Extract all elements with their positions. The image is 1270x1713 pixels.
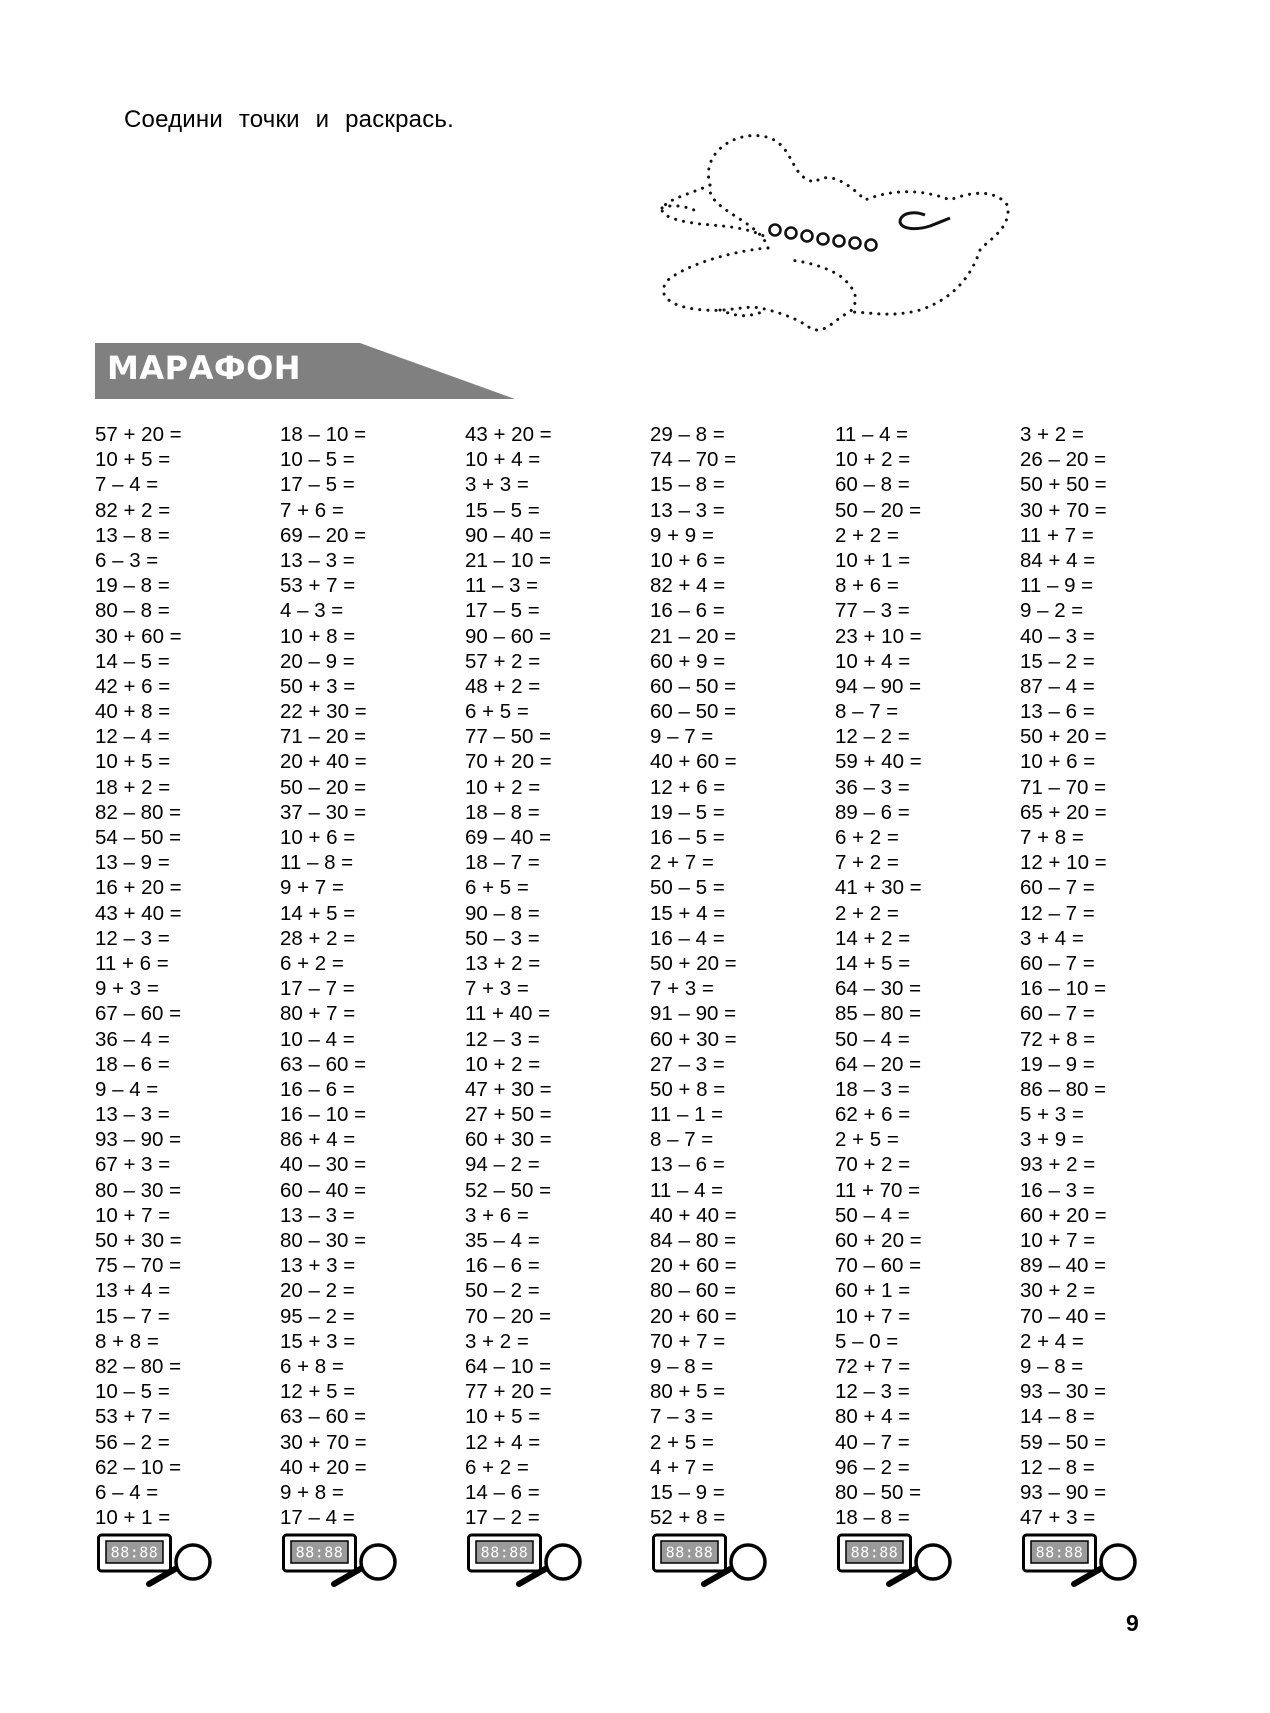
exercise-item: 64 – 10 =	[465, 1354, 552, 1378]
exercise-item: 3 + 4 =	[1020, 926, 1084, 950]
exercise-item: 65 + 20 =	[1020, 800, 1107, 824]
exercise-item: 50 + 8 =	[650, 1077, 726, 1101]
exercise-column	[465, 422, 635, 1530]
exercise-item: 12 – 3 =	[835, 1380, 910, 1404]
exercise-item: 69 – 40 =	[465, 826, 552, 849]
exercise-item: 9 – 8 =	[650, 1354, 714, 1378]
exercise-item: 90 – 8 =	[465, 901, 540, 925]
exercise-item: 30 + 70 =	[1020, 498, 1107, 522]
exercise-item: 16 – 5 =	[650, 826, 725, 849]
exercise-item: 11 – 4 =	[835, 423, 909, 446]
exercise-item: 2 + 5 =	[650, 1430, 714, 1454]
exercise-item: 43 + 20 =	[465, 423, 552, 446]
exercise-item: 13 – 6 =	[650, 1153, 725, 1177]
exercise-item: 6 + 5 =	[465, 876, 529, 900]
stopwatch-display-icon	[99, 1535, 171, 1571]
exercise-item: 43 + 40 =	[95, 901, 182, 925]
exercise-item: 17 – 4 =	[280, 1506, 355, 1530]
exercise-item: 9 – 7 =	[650, 725, 714, 749]
exercise-item: 14 – 8 =	[1020, 1405, 1095, 1429]
exercise-item: 59 + 40 =	[835, 750, 922, 774]
exercise-item: 9 + 9 =	[650, 523, 714, 547]
exercise-item: 91 – 90 =	[650, 1002, 737, 1026]
stopwatch-display-icon	[1024, 1535, 1096, 1571]
exercise-item: 47 + 30 =	[465, 1077, 552, 1101]
exercise-item: 13 – 9 =	[95, 851, 170, 875]
exercise-item: 10 + 5 =	[95, 448, 171, 472]
exercise-item: 18 – 8 =	[835, 1506, 910, 1530]
exercise-item: 6 – 3 =	[95, 548, 159, 572]
exercise-item: 10 + 2 =	[465, 1052, 541, 1076]
exercise-item: 6 + 2 =	[835, 826, 899, 849]
exercise-item: 17 – 5 =	[280, 473, 355, 497]
exercise-item: 7 + 2 =	[835, 851, 899, 875]
exercise-item: 6 + 8 =	[280, 1354, 344, 1378]
exercise-item: 13 – 3 =	[650, 498, 725, 522]
exercise-item: 96 – 2 =	[835, 1455, 910, 1479]
exercise-item: 30 + 2 =	[1020, 1279, 1096, 1303]
exercise-item: 6 – 4 =	[95, 1480, 159, 1504]
exercise-item: 50 – 3 =	[465, 926, 540, 950]
exercise-item: 75 – 70 =	[95, 1254, 182, 1278]
exercise-item: 86 + 4 =	[280, 1128, 356, 1152]
exercise-item: 52 – 50 =	[465, 1178, 552, 1202]
exercise-item: 82 + 2 =	[95, 498, 171, 522]
exercise-item: 13 – 8 =	[95, 523, 170, 547]
exercise-item: 20 – 2 =	[280, 1279, 355, 1303]
exercise-item: 93 – 90 =	[1020, 1480, 1107, 1504]
exercise-item: 60 + 20 =	[1020, 1203, 1107, 1227]
exercise-item: 11 – 3 =	[465, 574, 539, 598]
exercise-item: 3 + 6 =	[465, 1203, 529, 1227]
exercise-item: 89 – 6 =	[835, 800, 910, 824]
exercise-item: 9 + 7 =	[280, 876, 344, 900]
exercise-item: 80 + 4 =	[835, 1405, 911, 1429]
exercise-item: 27 – 3 =	[650, 1052, 725, 1076]
exercise-item: 12 – 8 =	[1020, 1455, 1095, 1479]
exercise-item: 42 + 6 =	[95, 674, 171, 698]
exercise-item: 40 + 8 =	[95, 700, 171, 724]
exercise-item: 10 + 1 =	[835, 548, 911, 572]
exercise-item: 16 – 3 =	[1020, 1178, 1095, 1202]
exercise-item: 59 – 50 =	[1020, 1430, 1107, 1454]
exercise-item: 80 – 50 =	[835, 1480, 922, 1504]
exercise-item: 41 + 30 =	[835, 876, 922, 900]
exercise-item: 40 – 7 =	[835, 1430, 910, 1454]
exercise-item: 40 + 40 =	[650, 1203, 737, 1227]
exercise-item: 15 – 9 =	[650, 1480, 725, 1504]
exercise-item: 10 – 5 =	[280, 448, 355, 472]
exercise-item: 57 + 20 =	[95, 423, 182, 446]
exercise-item: 53 + 7 =	[280, 574, 356, 598]
exercise-item: 90 – 40 =	[465, 523, 552, 547]
exercise-item: 13 – 3 =	[280, 1203, 355, 1227]
exercise-item: 14 – 5 =	[95, 649, 170, 673]
exercise-item: 40 + 20 =	[280, 1455, 367, 1479]
exercise-item: 7 – 4 =	[95, 473, 159, 497]
exercise-item: 11 – 1 =	[650, 1103, 724, 1127]
exercise-item: 90 – 60 =	[465, 624, 552, 648]
exercise-item: 14 + 5 =	[835, 951, 911, 975]
exercise-item: 69 – 20 =	[280, 523, 367, 547]
exercise-item: 17 – 7 =	[280, 977, 355, 1001]
exercise-item: 54 – 50 =	[95, 826, 182, 849]
exercise-item: 7 + 8 =	[1020, 826, 1084, 849]
exercise-item: 64 – 30 =	[835, 977, 922, 1001]
exercise-item: 22 + 30 =	[280, 700, 367, 724]
exercise-item: 11 + 6 =	[95, 951, 169, 975]
exercise-item: 20 + 60 =	[650, 1304, 737, 1328]
exercise-item: 15 – 8 =	[650, 473, 725, 497]
exercise-item: 86 – 80 =	[1020, 1077, 1107, 1101]
exercise-item: 95 – 2 =	[280, 1304, 355, 1328]
exercise-item: 10 – 5 =	[95, 1380, 170, 1404]
column-tools	[837, 1532, 957, 1590]
exercise-item: 11 + 40 =	[465, 1002, 551, 1026]
exercise-item: 40 – 3 =	[1020, 624, 1095, 648]
exercise-item: 36 – 4 =	[95, 1027, 170, 1051]
exercise-item: 10 + 6 =	[280, 826, 356, 849]
exercise-item: 12 + 5 =	[280, 1380, 356, 1404]
exercise-item: 13 – 3 =	[95, 1103, 170, 1127]
exercise-item: 50 – 5 =	[650, 876, 725, 900]
exercise-item: 14 + 2 =	[835, 926, 911, 950]
exercise-item: 3 + 3 =	[465, 473, 529, 497]
exercise-item: 10 + 7 =	[1020, 1229, 1096, 1252]
exercise-item: 19 – 5 =	[650, 800, 725, 824]
exercise-item: 13 + 4 =	[95, 1279, 171, 1303]
exercise-item: 29 – 8 =	[650, 423, 725, 446]
exercise-item: 72 + 8 =	[1020, 1027, 1096, 1051]
exercise-item: 11 – 8 =	[280, 851, 354, 875]
exercise-item: 47 + 3 =	[1020, 1506, 1096, 1530]
exercise-column	[1020, 422, 1190, 1530]
exercise-item: 5 – 0 =	[835, 1329, 899, 1353]
exercise-item: 63 – 60 =	[280, 1405, 367, 1429]
exercise-item: 80 – 30 =	[95, 1178, 182, 1202]
svg-text:88:88: 88:88	[110, 1543, 159, 1562]
exercise-item: 89 – 40 =	[1020, 1254, 1107, 1278]
exercise-column	[650, 422, 820, 1530]
exercise-item: 93 + 2 =	[1020, 1153, 1096, 1177]
exercise-item: 50 + 20 =	[650, 951, 737, 975]
exercise-item: 9 – 4 =	[95, 1077, 159, 1101]
exercise-item: 85 – 80 =	[835, 1002, 922, 1026]
exercise-item: 60 – 7 =	[1020, 1002, 1095, 1026]
exercise-item: 11 – 4 =	[650, 1178, 724, 1202]
exercise-item: 11 + 7 =	[1020, 523, 1094, 547]
exercise-item: 10 + 4 =	[835, 649, 911, 673]
exercise-item: 28 + 2 =	[280, 926, 356, 950]
exercise-item: 10 + 4 =	[465, 448, 541, 472]
exercise-item: 18 – 3 =	[835, 1077, 910, 1101]
exercise-item: 74 – 70 =	[650, 448, 737, 472]
exercise-item: 82 – 80 =	[95, 800, 182, 824]
exercise-item: 18 – 7 =	[465, 851, 540, 875]
exercise-item: 84 + 4 =	[1020, 548, 1096, 572]
stopwatch-display-icon	[839, 1535, 911, 1571]
svg-text:88:88: 88:88	[850, 1543, 899, 1562]
exercise-item: 53 + 7 =	[95, 1405, 171, 1429]
exercise-item: 64 – 20 =	[835, 1052, 922, 1076]
exercise-item: 50 + 3 =	[280, 674, 356, 698]
exercise-item: 16 – 4 =	[650, 926, 725, 950]
exercise-item: 80 – 60 =	[650, 1279, 737, 1303]
exercise-item: 60 – 7 =	[1020, 876, 1095, 900]
exercise-item: 7 – 3 =	[650, 1405, 714, 1429]
exercise-item: 67 + 3 =	[95, 1153, 171, 1177]
exercise-item: 10 – 4 =	[280, 1027, 355, 1051]
exercise-item: 60 – 50 =	[650, 700, 737, 724]
exercise-item: 10 + 7 =	[835, 1304, 911, 1328]
exercise-item: 16 – 6 =	[280, 1077, 355, 1101]
exercise-item: 5 + 3 =	[1020, 1103, 1084, 1127]
column-tools	[652, 1532, 772, 1590]
exercise-item: 50 + 50 =	[1020, 473, 1107, 497]
exercise-item: 8 + 6 =	[835, 574, 899, 598]
svg-text:88:88: 88:88	[1035, 1543, 1084, 1562]
exercise-item: 4 – 3 =	[280, 599, 344, 623]
dot-to-dot-airplane-icon	[650, 130, 1020, 370]
svg-text:88:88: 88:88	[480, 1543, 529, 1562]
exercise-item: 12 + 4 =	[465, 1430, 541, 1454]
exercise-item: 2 + 2 =	[835, 523, 899, 547]
exercise-item: 2 + 4 =	[1020, 1329, 1084, 1353]
exercise-item: 27 + 50 =	[465, 1103, 552, 1127]
exercise-item: 7 + 3 =	[465, 977, 529, 1001]
exercise-item: 77 – 50 =	[465, 725, 552, 749]
exercise-item: 71 – 20 =	[280, 725, 367, 749]
exercise-item: 11 – 9 =	[1020, 574, 1094, 598]
exercise-item: 50 – 20 =	[835, 498, 922, 522]
exercise-item: 10 + 2 =	[465, 775, 541, 799]
exercise-item: 9 – 2 =	[1020, 599, 1084, 623]
exercise-item: 50 + 30 =	[95, 1229, 182, 1252]
exercise-item: 9 – 8 =	[1020, 1354, 1084, 1378]
exercise-item: 16 + 20 =	[95, 876, 182, 900]
exercise-item: 18 – 10 =	[280, 423, 367, 446]
exercise-item: 7 + 3 =	[650, 977, 714, 1001]
column-tools	[97, 1532, 217, 1590]
exercise-item: 80 – 30 =	[280, 1229, 367, 1252]
exercise-item: 2 + 5 =	[835, 1128, 899, 1152]
exercise-item: 3 + 2 =	[465, 1329, 529, 1353]
exercise-item: 82 – 80 =	[95, 1354, 182, 1378]
svg-text:88:88: 88:88	[665, 1543, 714, 1562]
exercise-item: 17 – 2 =	[465, 1506, 540, 1530]
exercise-item: 35 – 4 =	[465, 1229, 540, 1252]
exercise-item: 70 – 20 =	[465, 1304, 552, 1328]
exercise-item: 15 – 5 =	[465, 498, 540, 522]
exercise-item: 23 + 10 =	[835, 624, 922, 648]
instruction-text: Соедини точки и раскрась.	[124, 106, 454, 133]
exercise-item: 40 + 60 =	[650, 750, 737, 774]
exercise-item: 70 – 40 =	[1020, 1304, 1107, 1328]
exercise-item: 94 – 2 =	[465, 1153, 540, 1177]
exercise-item: 52 + 8 =	[650, 1506, 726, 1530]
exercise-item: 13 + 2 =	[465, 951, 541, 975]
exercise-item: 63 – 60 =	[280, 1052, 367, 1076]
exercise-item: 12 – 2 =	[835, 725, 910, 749]
exercise-item: 84 – 80 =	[650, 1229, 737, 1252]
exercise-item: 18 + 2 =	[95, 775, 171, 799]
section-title: МАРАФОН	[107, 349, 302, 387]
exercise-item: 82 + 4 =	[650, 574, 726, 598]
exercise-item: 10 + 6 =	[650, 548, 726, 572]
exercise-item: 3 + 2 =	[1020, 423, 1084, 446]
exercise-item: 15 + 3 =	[280, 1329, 356, 1353]
exercise-column	[280, 422, 450, 1530]
column-tools	[282, 1532, 402, 1590]
exercise-item: 16 – 6 =	[650, 599, 725, 623]
exercise-item: 77 – 3 =	[835, 599, 910, 623]
exercise-item: 70 + 2 =	[835, 1153, 911, 1177]
exercise-item: 50 – 2 =	[465, 1279, 540, 1303]
exercise-column	[95, 422, 265, 1530]
exercise-item: 10 + 6 =	[1020, 750, 1096, 774]
exercise-item: 6 + 2 =	[465, 1455, 529, 1479]
exercise-item: 14 – 6 =	[465, 1480, 540, 1504]
exercise-item: 60 + 9 =	[650, 649, 726, 673]
exercise-item: 7 + 6 =	[280, 498, 344, 522]
exercise-item: 36 – 3 =	[835, 775, 910, 799]
exercise-item: 15 – 2 =	[1020, 649, 1095, 673]
exercise-item: 70 + 7 =	[650, 1329, 726, 1353]
exercise-item: 16 – 10 =	[1020, 977, 1107, 1001]
exercise-item: 12 – 3 =	[95, 926, 170, 950]
exercise-item: 9 + 3 =	[95, 977, 159, 1001]
exercise-item: 93 – 90 =	[95, 1128, 182, 1152]
exercise-item: 10 + 5 =	[95, 750, 171, 774]
exercise-item: 10 + 7 =	[95, 1203, 171, 1227]
exercise-item: 37 – 30 =	[280, 800, 367, 824]
exercise-item: 62 + 6 =	[835, 1103, 911, 1127]
exercise-item: 10 + 2 =	[835, 448, 911, 472]
exercise-item: 20 – 9 =	[280, 649, 355, 673]
exercise-column	[835, 422, 1005, 1530]
exercise-item: 2 + 7 =	[650, 851, 714, 875]
exercise-item: 10 + 5 =	[465, 1405, 541, 1429]
exercise-item: 6 + 5 =	[465, 700, 529, 724]
exercise-item: 13 – 6 =	[1020, 700, 1095, 724]
exercise-item: 60 + 20 =	[835, 1229, 922, 1252]
exercise-item: 62 – 10 =	[95, 1455, 182, 1479]
exercise-item: 15 + 4 =	[650, 901, 726, 925]
exercise-item: 50 – 20 =	[280, 775, 367, 799]
exercise-item: 93 – 30 =	[1020, 1380, 1107, 1404]
exercise-item: 19 – 9 =	[1020, 1052, 1095, 1076]
exercise-item: 80 + 7 =	[280, 1002, 356, 1026]
exercise-item: 18 – 8 =	[465, 800, 540, 824]
exercise-item: 14 + 5 =	[280, 901, 356, 925]
exercise-item: 21 – 20 =	[650, 624, 737, 648]
exercise-item: 60 + 1 =	[835, 1279, 911, 1303]
exercise-item: 20 + 40 =	[280, 750, 367, 774]
exercise-item: 57 + 2 =	[465, 649, 541, 673]
exercise-item: 70 + 20 =	[465, 750, 552, 774]
exercise-item: 8 – 7 =	[650, 1128, 714, 1152]
exercise-item: 40 – 30 =	[280, 1153, 367, 1177]
exercise-item: 60 – 50 =	[650, 674, 737, 698]
exercise-item: 15 – 7 =	[95, 1304, 170, 1328]
exercise-item: 72 + 7 =	[835, 1354, 911, 1378]
exercise-item: 6 + 2 =	[280, 951, 344, 975]
exercise-item: 8 + 8 =	[95, 1329, 159, 1353]
exercise-item: 50 – 4 =	[835, 1027, 910, 1051]
exercise-item: 30 + 70 =	[280, 1430, 367, 1454]
exercise-item: 12 – 7 =	[1020, 901, 1095, 925]
exercise-item: 70 – 60 =	[835, 1254, 922, 1278]
exercise-item: 19 – 8 =	[95, 574, 170, 598]
exercise-item: 12 + 10 =	[1020, 851, 1107, 875]
exercise-item: 21 – 10 =	[465, 548, 552, 572]
exercise-item: 3 + 9 =	[1020, 1128, 1084, 1152]
exercise-item: 10 + 8 =	[280, 624, 356, 648]
stopwatch-display-icon	[654, 1535, 726, 1571]
exercise-item: 12 – 3 =	[465, 1027, 540, 1051]
exercise-item: 16 – 10 =	[280, 1103, 367, 1127]
exercise-item: 71 – 70 =	[1020, 775, 1107, 799]
exercise-item: 13 + 3 =	[280, 1254, 356, 1278]
exercise-item: 30 + 60 =	[95, 624, 182, 648]
exercise-item: 77 + 20 =	[465, 1380, 552, 1404]
exercise-item: 20 + 60 =	[650, 1254, 737, 1278]
exercise-item: 94 – 90 =	[835, 674, 922, 698]
exercise-item: 60 – 8 =	[835, 473, 910, 497]
exercise-item: 60 – 7 =	[1020, 951, 1095, 975]
column-tools	[1022, 1532, 1142, 1590]
stopwatch-display-icon	[469, 1535, 541, 1571]
exercise-item: 56 – 2 =	[95, 1430, 170, 1454]
exercise-item: 87 – 4 =	[1020, 674, 1095, 698]
exercise-item: 12 + 6 =	[650, 775, 726, 799]
exercise-item: 4 + 7 =	[650, 1455, 714, 1479]
exercise-item: 9 + 8 =	[280, 1480, 344, 1504]
exercise-item: 80 + 5 =	[650, 1380, 726, 1404]
exercise-item: 13 – 3 =	[280, 548, 355, 572]
exercise-item: 60 – 40 =	[280, 1178, 367, 1202]
exercise-item: 67 – 60 =	[95, 1002, 182, 1026]
exercise-item: 8 – 7 =	[835, 700, 899, 724]
exercise-item: 60 + 30 =	[465, 1128, 552, 1152]
exercise-item: 2 + 2 =	[835, 901, 899, 925]
exercise-item: 11 + 70 =	[835, 1178, 921, 1202]
exercise-item: 48 + 2 =	[465, 674, 541, 698]
exercise-item: 60 + 30 =	[650, 1027, 737, 1051]
svg-text:88:88: 88:88	[295, 1543, 344, 1562]
page-number: 9	[1126, 1610, 1139, 1636]
exercise-item: 16 – 6 =	[465, 1254, 540, 1278]
exercise-item: 17 – 5 =	[465, 599, 540, 623]
exercise-item: 26 – 20 =	[1020, 448, 1107, 472]
exercise-item: 12 – 4 =	[95, 725, 170, 749]
stopwatch-display-icon	[284, 1535, 356, 1571]
exercise-item: 80 – 8 =	[95, 599, 170, 623]
exercise-item: 18 – 6 =	[95, 1052, 170, 1076]
exercise-item: 10 + 1 =	[95, 1506, 171, 1530]
exercise-item: 50 + 20 =	[1020, 725, 1107, 749]
column-tools	[467, 1532, 587, 1590]
exercise-item: 50 – 4 =	[835, 1203, 910, 1227]
